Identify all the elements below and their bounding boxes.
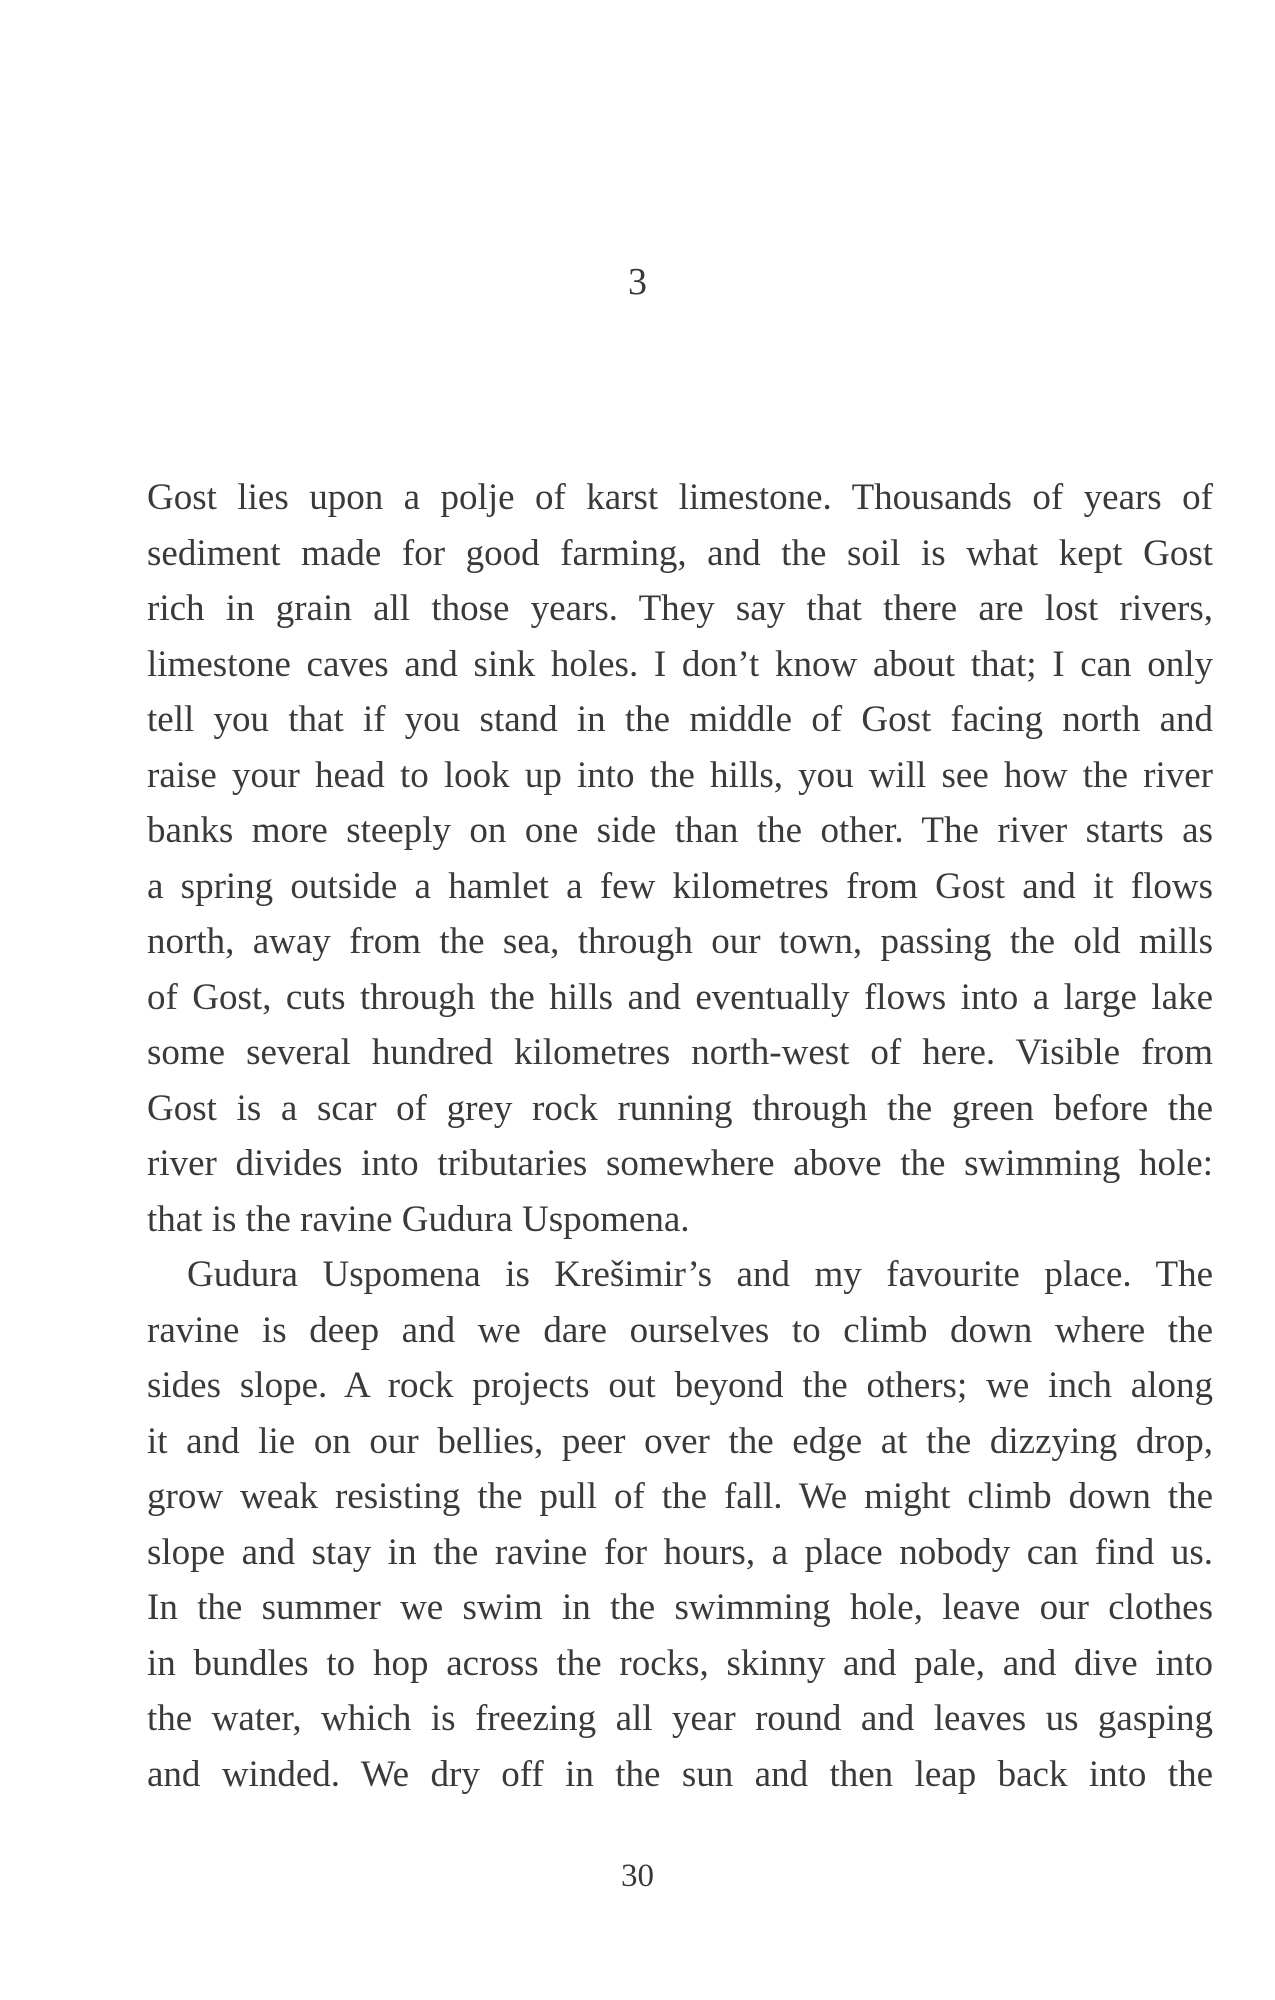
body-text [147, 470, 1213, 1802]
text-line: of Gost, cuts through the hills and eventually flows into a large lake [147, 976, 1213, 1018]
text-line: ravine is deep and we dare ourselves to climb down where the [147, 1309, 1213, 1351]
text-line: tell you that if you stand in the middle of Gost facing north and [147, 699, 1213, 740]
text-line: sides slope. A rock projects out beyond the others; we inch along [147, 1365, 1213, 1406]
text-line: it and lie on our bellies, peer over the edge at the dizzying drop, [147, 1420, 1213, 1462]
text-line: in bundles to hop across the rocks, skinny and pale, and dive into [147, 1642, 1213, 1684]
chapter-number: 3 [628, 261, 647, 303]
text-line: limestone caves and sink holes. I don’t know about that; I can only [147, 643, 1213, 685]
text-line: that is the ravine Gudura Uspomena. [147, 1198, 690, 1240]
text-line: In the summer we swim in the swimming hole, leave our clothes [147, 1587, 1213, 1628]
text-line: rich in grain all those years. They say that there are lost rivers, [147, 588, 1213, 629]
text-line: sediment made for good farming, and the soil is what kept Gost [147, 532, 1213, 574]
text-line: Gost lies upon a polje of karst limestone. Thousands of years of [147, 477, 1213, 518]
text-line: slope and stay in the ravine for hours, a place nobody can find us. [147, 1531, 1213, 1573]
text-line: Gost is a scar of grey rock running through the green before the [147, 1087, 1213, 1129]
text-line: grow weak resisting the pull of the fall. We might climb down the [147, 1476, 1213, 1517]
page-number: 30 [621, 1858, 654, 1894]
text-line: banks more steeply on one side than the other. The river starts as [147, 810, 1213, 851]
text-line: and winded. We dry off in the sun and then leap back into the [147, 1753, 1213, 1795]
text-line: Gudura Uspomena is Krešimir’s and my favourite place. The [187, 1254, 1213, 1295]
text-line: a spring outside a hamlet a few kilometres from Gost and it flows [147, 865, 1213, 907]
text-line: north, away from the sea, through our town, passing the old mills [147, 921, 1213, 962]
text-line: some several hundred kilometres north-west of here. Visible from [147, 1032, 1213, 1073]
text-line: the water, which is freezing all year round and leaves us gasping [147, 1698, 1213, 1739]
text-line: river divides into tributaries somewhere above the swimming hole: [147, 1143, 1213, 1184]
text-line: raise your head to look up into the hills, you will see how the river [147, 754, 1213, 796]
